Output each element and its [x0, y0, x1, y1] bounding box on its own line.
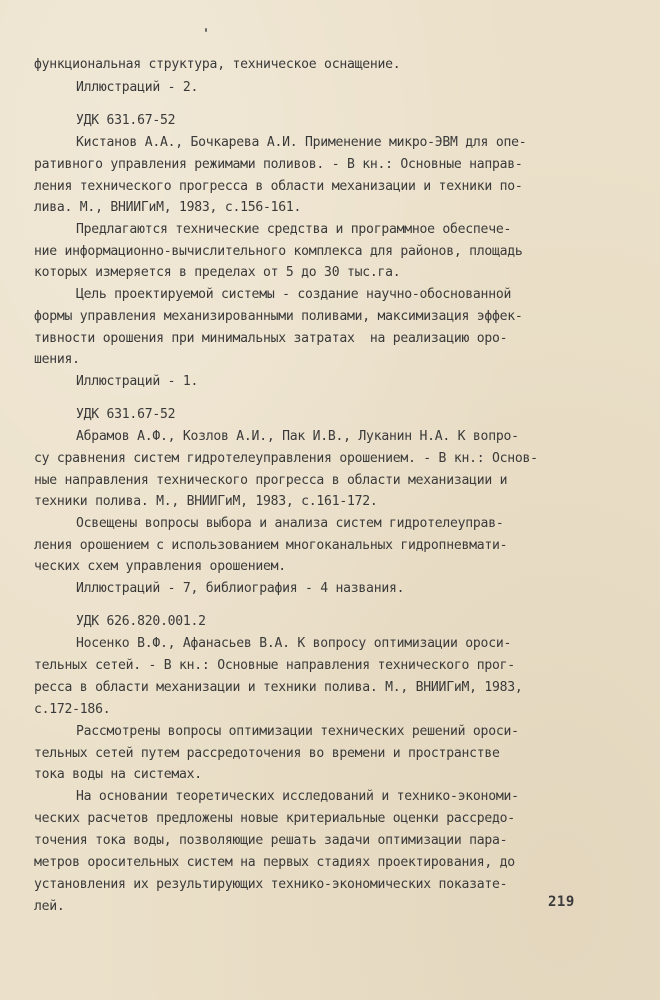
paper-speck	[205, 28, 207, 32]
text-line: ние информационно-вычислительного комплекса для районов, площадь	[34, 244, 523, 259]
text-line: Иллюстраций - 7, библиография - 4 названия.	[76, 581, 405, 596]
text-line: Цель проектируемой системы - создание научно-обоснованной	[76, 287, 512, 302]
text-line: точения тока воды, позволяющие решать задачи оптимизации пара-	[34, 833, 508, 848]
text-line: Иллюстраций - 1.	[76, 374, 199, 389]
text-line: лива. М., ВНИИГиМ, 1983, с.156-161.	[34, 200, 302, 215]
text-line: лей.	[34, 899, 65, 914]
text-line: техники полива. М., ВНИИГиМ, 1983, с.161-172.	[34, 494, 378, 509]
text-line: тивности орошения при минимальных затратах на реализацию оро-	[34, 331, 508, 346]
text-line: которых измеряется в пределах от 5 до 30 тыс.га.	[34, 265, 401, 280]
text-line: тельных сетей. - В кн.: Основные направления технического прог-	[34, 658, 515, 673]
text-line: На основании теоретических исследований и технико-экономи-	[76, 789, 519, 804]
text-line: Абрамов А.Ф., Козлов А.И., Пак И.В., Луканин Н.А. К вопро-	[76, 429, 519, 444]
udk-code: УДК 631.67-52	[76, 407, 176, 422]
text-line: метров оросительных систем на первых стадиях проектирования, до	[34, 855, 515, 870]
text-line: ческих расчетов предложены новые критериальные оценки рассредо-	[34, 811, 515, 826]
text-line: тока воды на системах.	[34, 767, 202, 782]
text-line: су сравнения систем гидротелеуправления орошением. - В кн.: Основ-	[34, 451, 538, 466]
text-line: ления орошением с использованием многоканальных гидропневмати-	[34, 538, 508, 553]
text-line: Носенко В.Ф., Афанасьев В.А. К вопросу оптимизации ороси-	[76, 636, 512, 651]
text-line: шения.	[34, 352, 80, 367]
text-line: тельных сетей путем рассредоточения во времени и пространстве	[34, 746, 500, 761]
udk-code: УДК 631.67-52	[76, 113, 176, 128]
text-line: Иллюстраций - 2.	[76, 80, 199, 95]
text-line: функциональная структура, техническое оснащение.	[34, 57, 401, 72]
text-line: ресса в области механизации и техники полива. М., ВНИИГиМ, 1983,	[34, 680, 523, 695]
text-line: ческих схем управления орошением.	[34, 559, 286, 574]
page-number: 219	[548, 894, 575, 910]
text-line: ные направления технического прогресса в области механизации и	[34, 473, 508, 488]
text-line: Рассмотрены вопросы оптимизации технических решений ороси-	[76, 724, 519, 739]
text-line: Освещены вопросы выбора и анализа систем гидротелеуправ-	[76, 516, 504, 531]
udk-code: УДК 626.820.001.2	[76, 614, 206, 629]
text-line: Предлагаются технические средства и программное обеспече-	[76, 222, 512, 237]
text-line: установления их результирующих технико-экономических показате-	[34, 877, 508, 892]
text-line: с.172-186.	[34, 702, 111, 717]
text-line: Кистанов А.А., Бочкарева А.И. Применение микро-ЭВМ для опе-	[76, 135, 527, 150]
text-line: ративного управления режимами поливов. - В кн.: Основные направ-	[34, 157, 523, 172]
text-line: ления технического прогресса в области механизации и техники по-	[34, 179, 523, 194]
text-line: формы управления механизированными поливами, максимизация эффек-	[34, 309, 523, 324]
